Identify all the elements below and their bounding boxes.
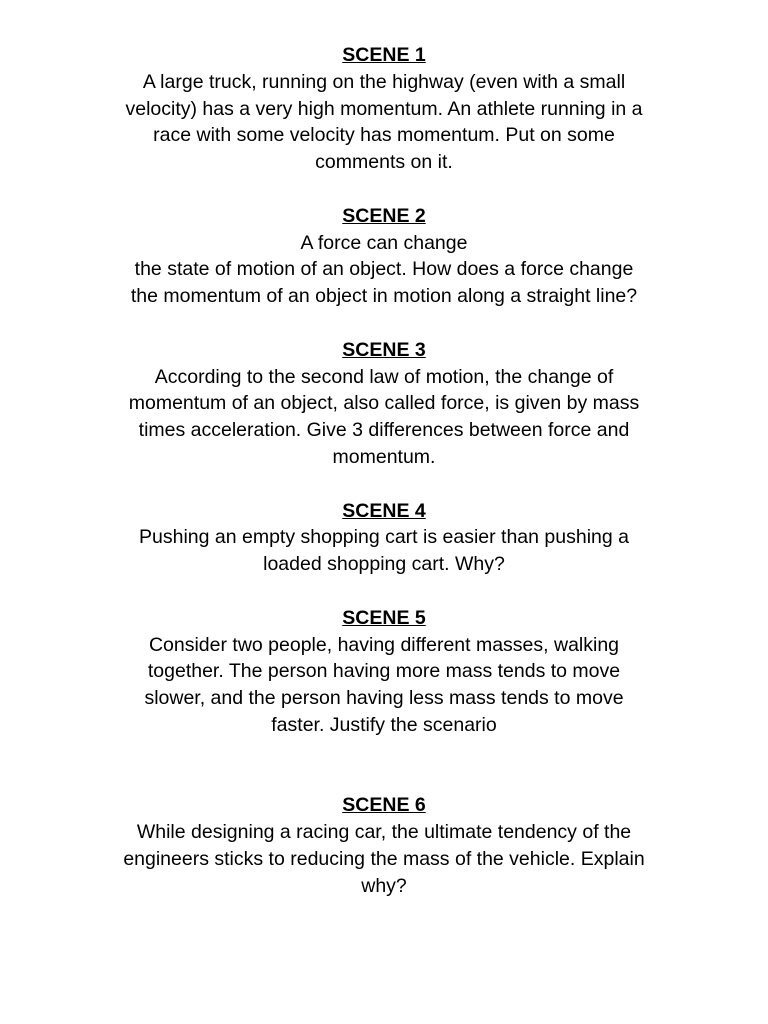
- scene-text-line: loaded shopping cart. Why?: [263, 553, 505, 576]
- scene-6: [80, 792, 688, 899]
- scene-4: [80, 498, 688, 578]
- scene-2: [80, 203, 688, 310]
- scene-text-line: comments on it.: [315, 151, 453, 174]
- scene-text-line: the momentum of an object in motion along a straight line?: [130, 285, 638, 308]
- scene-title: SCENE 6: [342, 794, 426, 817]
- document-page: [80, 42, 688, 926]
- scene-title: SCENE 1: [342, 44, 426, 66]
- scene-text-line: the state of motion of an object. How does a force change: [134, 258, 634, 281]
- scene-1: [80, 42, 688, 176]
- scene-text-line: times acceleration. Give 3 differences between force and: [138, 419, 630, 442]
- scene-text-line: While designing a racing car, the ultimate tendency of the: [136, 821, 632, 844]
- scene-text-line: why?: [361, 874, 407, 897]
- scene-title: SCENE 2: [342, 204, 426, 227]
- scene-5: [80, 605, 688, 739]
- scene-text-line: momentum of an object, also called force, is given by mass: [128, 392, 640, 415]
- scene-title: SCENE 5: [342, 606, 426, 629]
- scene-text-line: velocity) has a very high momentum. An athlete running in a: [125, 97, 643, 120]
- scene-text-line: According to the second law of motion, the change of: [154, 365, 614, 388]
- scene-text-line: engineers sticks to reducing the mass of the vehicle. Explain: [123, 847, 645, 870]
- scene-text-line: slower, and the person having less mass tends to move: [144, 687, 624, 710]
- scene-text-line: together. The person having more mass tends to move: [147, 660, 621, 683]
- scene-text-line: A force can change: [300, 231, 468, 254]
- scene-text-line: Pushing an empty shopping cart is easier than pushing a: [139, 526, 629, 549]
- scene-text-line: Consider two people, having different masses, walking: [148, 633, 620, 656]
- scene-text-line: faster. Justify the scenario: [271, 713, 497, 736]
- scene-title: SCENE 4: [342, 499, 426, 522]
- scene-text-line: momentum.: [332, 445, 436, 468]
- scene-text-line: A large truck, running on the highway (even with a small: [142, 70, 626, 93]
- scene-title: SCENE 3: [342, 338, 426, 361]
- scene-text-line: race with some velocity has momentum. Put on some: [153, 124, 615, 147]
- scene-3: [80, 337, 688, 471]
